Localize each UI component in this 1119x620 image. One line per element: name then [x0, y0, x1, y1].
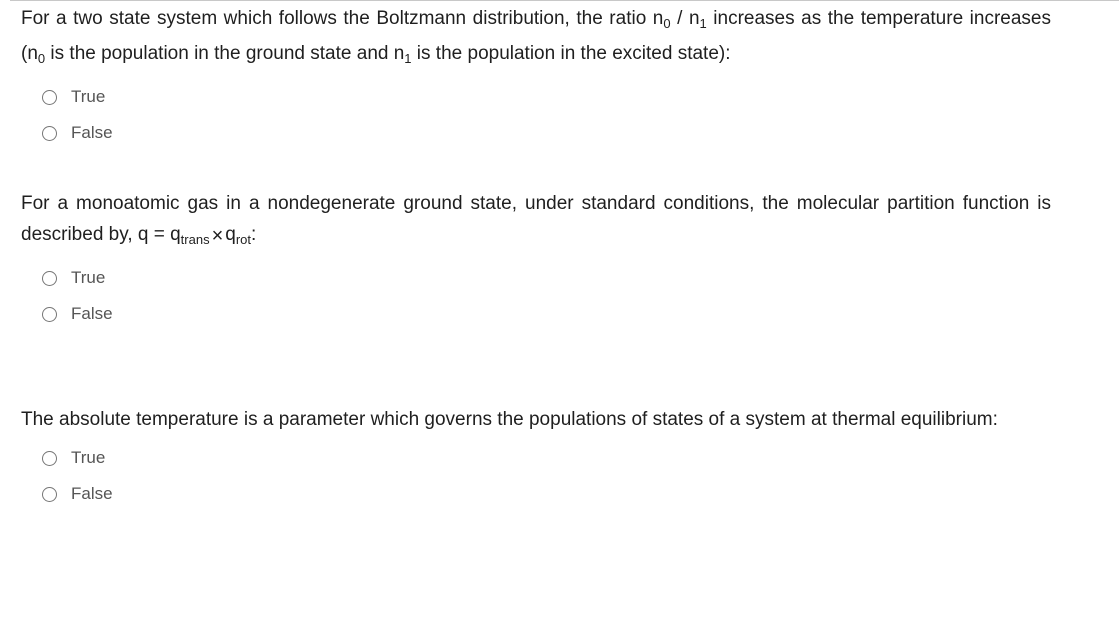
radio-button[interactable] [42, 271, 57, 286]
option-label: False [71, 123, 113, 142]
radio-button[interactable] [42, 307, 57, 322]
question-2 [21, 189, 1051, 332]
question-1-option-true[interactable] [42, 79, 1051, 115]
question-1-option-false[interactable] [42, 115, 1051, 151]
radio-button[interactable] [42, 487, 57, 502]
radio-button[interactable] [42, 451, 57, 466]
question-2-option-true[interactable] [42, 260, 1051, 296]
option-label: False [71, 304, 113, 323]
option-label: True [71, 448, 106, 467]
top-divider [10, 0, 1119, 1]
question-3 [21, 405, 1051, 512]
question-3-option-true[interactable] [42, 440, 1051, 476]
question-3-options [21, 440, 1051, 512]
question-2-text: For a monoatomic gas in a nondegenerate ground state, under standard conditions, the molecular partition function is described by, $q = q_{trans} \times q_{rot}$: [21, 193, 1051, 247]
radio-button[interactable] [42, 90, 57, 105]
option-label: True [71, 268, 106, 287]
option-label: True [71, 87, 106, 106]
question-3-option-false[interactable] [42, 476, 1051, 512]
question-3-text: The absolute temperature is a parameter which governs the populations of states of a system at thermal equilibrium: [21, 409, 998, 430]
question-1-text: For a two state system which follows the Boltzmann distribution, the ratio $n_0 / n_1$ increases as the temperature increases ($n_0$ is the population in the ground state and $n_1$ is the population in the excited state): [21, 8, 1051, 66]
option-label: False [71, 484, 113, 503]
question-2-option-false[interactable] [42, 296, 1051, 332]
question-1-options [21, 79, 1051, 151]
question-1 [21, 4, 1051, 151]
question-2-options [21, 260, 1051, 332]
radio-button[interactable] [42, 126, 57, 141]
